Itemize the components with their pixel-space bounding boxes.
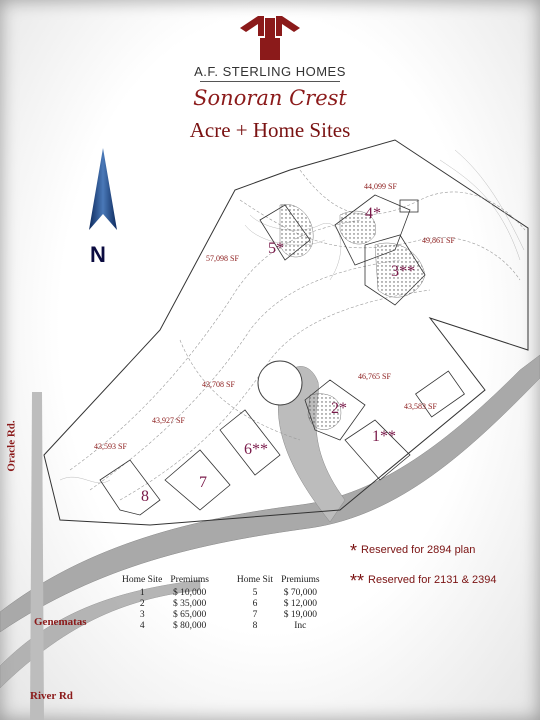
site-number: 5	[252, 587, 258, 598]
lot-7-area: 43,927 SF	[152, 416, 185, 425]
legend-text: Reserved for 2894 plan	[361, 544, 476, 556]
lot-3-area: 49,861 SF	[422, 236, 455, 245]
brand-name: A.F. STERLING HOMES	[194, 64, 346, 79]
north-label: N	[90, 242, 106, 267]
legend-mark: *	[350, 541, 358, 561]
premiums-header-row	[118, 575, 324, 587]
legend-mark: **	[350, 571, 365, 591]
lot-4-label[interactable]: 4*	[365, 205, 381, 222]
lot-1-area: 43,583 SF	[404, 402, 437, 411]
legend-text: Reserved for 2131 & 2394	[368, 574, 497, 586]
page-subtitle: Acre + Home Sites	[189, 118, 351, 142]
site-number: 4	[139, 620, 145, 631]
header-premiums: Premiums	[170, 575, 209, 585]
site-premium: $ 19,000	[283, 609, 317, 620]
oracle-road-strip	[30, 392, 44, 720]
legend-reserved-2131-2394	[350, 571, 496, 592]
genematas-road-label: Genematas	[34, 616, 87, 628]
lot-2-area: 46,765 SF	[358, 372, 391, 381]
lot-4-area: 44,099 SF	[364, 182, 397, 191]
lot-5-area: 57,098 SF	[206, 254, 239, 263]
table-gap	[213, 575, 233, 587]
table-gap	[213, 598, 233, 609]
site-premium: $ 70,000	[283, 587, 317, 598]
property-boundary	[44, 140, 528, 525]
site-number: 1	[139, 587, 145, 598]
site-premium: $ 35,000	[173, 598, 207, 609]
site-premium: Inc	[294, 620, 307, 631]
site-premium: $ 80,000	[173, 620, 207, 631]
site-number: 7	[252, 609, 258, 620]
table-row	[118, 609, 324, 620]
lot-6-area: 43,708 SF	[202, 380, 235, 389]
cul-de-sac	[258, 361, 302, 405]
table-gap	[213, 620, 233, 631]
site-number: 3	[139, 609, 145, 620]
lot-7-label[interactable]: 7	[199, 474, 207, 491]
lot-1-label[interactable]: 1**	[372, 428, 396, 445]
header-home-site-2: Home Sit	[236, 575, 274, 585]
lot-3-label[interactable]: 3**	[391, 263, 415, 280]
site-premium: $ 12,000	[283, 598, 317, 609]
site-premium: $ 65,000	[173, 609, 207, 620]
lot-2-label[interactable]: 2*	[331, 400, 347, 417]
table-gap	[213, 587, 233, 598]
table-row	[118, 598, 324, 609]
lot-5-label[interactable]: 5*	[268, 240, 284, 257]
site-number: 8	[252, 620, 258, 631]
table-gap	[213, 609, 233, 620]
lot-6-label[interactable]: 6**	[244, 441, 268, 458]
site-number: 6	[252, 598, 258, 609]
roads	[0, 355, 540, 720]
header-premiums-2: Premiums	[281, 575, 320, 585]
table-row	[118, 620, 324, 631]
header-home-site: Home Site	[122, 575, 163, 585]
table-row	[118, 587, 324, 598]
river-road-label: River Rd	[30, 690, 73, 702]
oracle-road-label: Oracle Rd.	[5, 420, 18, 472]
premiums-table	[118, 575, 324, 631]
lot-8-area: 43,593 SF	[94, 442, 127, 451]
site-premium: $ 10,000	[173, 587, 207, 598]
legend-reserved-2894	[350, 541, 475, 562]
site-number: 2	[139, 598, 145, 609]
page-title: Sonoran Crest	[193, 86, 347, 110]
lot-8-label[interactable]: 8	[141, 488, 149, 505]
